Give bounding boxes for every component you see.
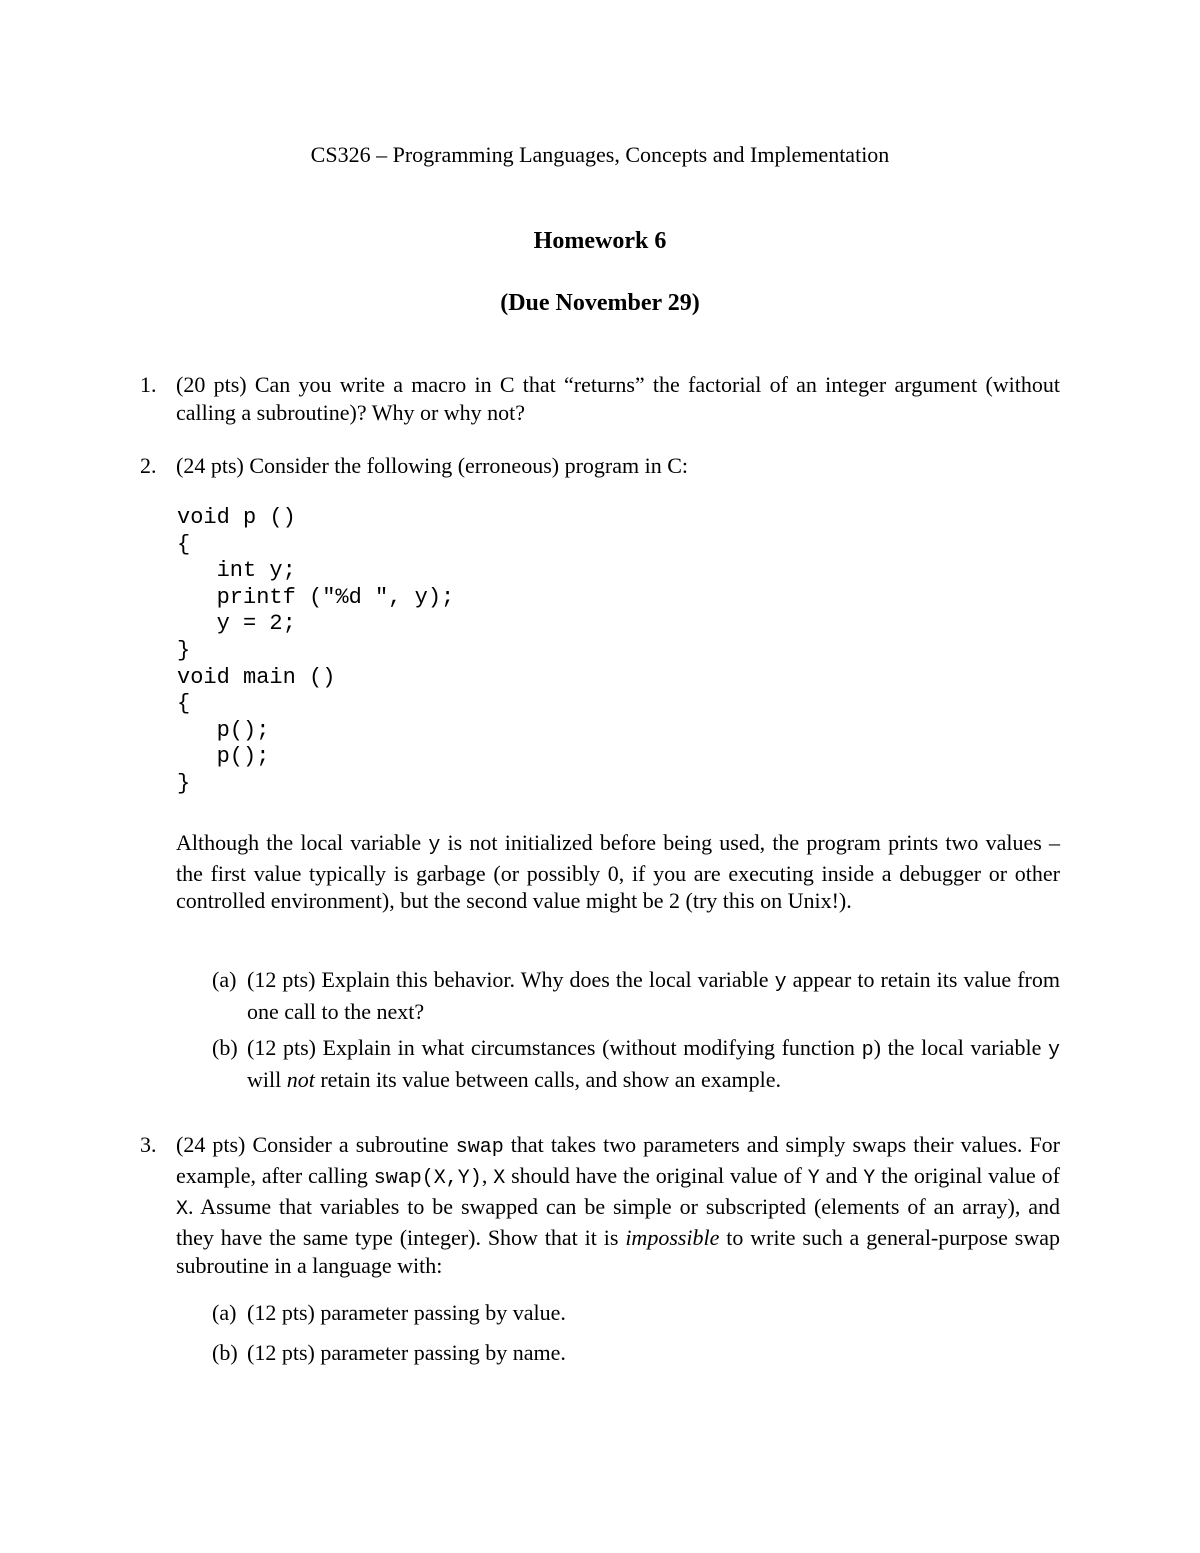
question-1-text: (20 pts) Can you write a macro in C that “returns” the factorial of an integer argument (without calling a subroutine)? Why or why not? [176,372,1060,425]
code-line: void main () [177,664,336,690]
text-span: appear to retain its value from one call to the next? [247,967,1060,1024]
text-span: . Assume that variables to be swapped can be simple or subscripted (elements of an array), and they have the same type (integer). Show that it is [176,1194,1060,1250]
question-3-text [176,1131,1060,1280]
text-span: should have the original value of [505,1163,808,1188]
question-number: 2. [140,453,157,478]
code-call: swap(X,Y) [373,1167,482,1190]
code-line: p(); [177,717,270,743]
text-span: retain its value between calls, and show an example. [314,1067,781,1092]
code-line: p(); [177,744,270,770]
sub-label: (a) [212,1300,237,1325]
text-span: will [247,1067,287,1092]
text-span: and [819,1163,864,1188]
question-1 [140,371,1060,427]
text-span: that takes two parameters and simply swaps their values. For example, after calling [176,1132,1060,1188]
text-span: ) the local variable [873,1035,1048,1060]
code-var: X [176,1198,189,1221]
code-var: swap [455,1136,504,1159]
code-line: } [177,637,191,663]
code-var: X [493,1167,506,1190]
question-2a-text [247,965,1060,1026]
text-span: the original value of [875,1163,1060,1188]
code-line: { [177,531,191,557]
code-line: int y; [177,558,296,584]
code-line: printf ("%d ", y); [177,584,455,610]
code-var: y [428,834,441,857]
question-2b-text [247,1033,1060,1094]
code-line: y = 2; [177,611,296,637]
code-block [177,505,454,798]
emphasis: impossible [625,1225,720,1250]
question-3a [212,1298,1060,1327]
homework-title: Homework 6 [533,228,667,254]
sub-label: (b) [212,1035,238,1060]
question-number: 1. [140,372,157,397]
question-3a-text: (12 pts) parameter passing by value. [247,1300,566,1325]
course-title: CS326 – Programming Languages, Concepts and Implementation [310,142,890,167]
code-var: Y [863,1167,876,1190]
code-var: p [861,1039,874,1062]
text-span: , [481,1163,494,1188]
sub-label: (a) [212,967,237,992]
sub-label: (b) [212,1340,238,1365]
question-2-paragraph [176,829,1060,915]
text-span: (24 pts) Consider a subroutine [176,1132,456,1157]
question-2 [140,452,1060,480]
text-span: (12 pts) Explain in what circumstances (without modifying function [247,1035,862,1060]
code-var: y [774,971,787,994]
code-line: } [177,770,191,796]
question-2a [212,965,1060,1026]
code-line: { [177,691,191,717]
text-span: (12 pts) Explain this behavior. Why does the local variable [247,967,775,992]
text-span: Although the local variable [176,830,429,855]
question-2b [212,1033,1060,1094]
text-span: to write such a general-purpose swap subroutine in a language with: [176,1225,1060,1278]
question-number: 3. [140,1132,157,1157]
text-span: is not initialized before being used, the program prints two values – the first value typically is garbage (or possibly 0, if you are executing inside a debugger or other controlled environment), but the second value might be 2 (try this on Unix!). [176,830,1060,913]
question-3 [140,1131,1060,1280]
emphasis: not [286,1067,315,1092]
due-date: (Due November 29) [500,290,700,316]
code-line: void p () [177,505,296,530]
code-var: y [1047,1039,1060,1062]
question-2-intro: (24 pts) Consider the following (erroneous) program in C: [176,453,689,478]
question-3b [212,1338,1060,1367]
code-var: Y [807,1167,820,1190]
question-3b-text: (12 pts) parameter passing by name. [247,1340,566,1365]
